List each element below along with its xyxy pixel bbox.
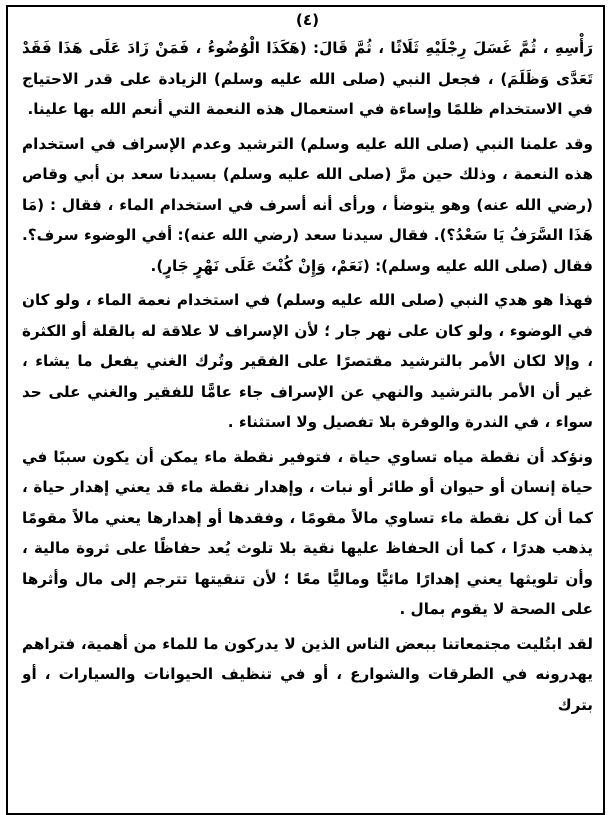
page-number: (٤) — [295, 11, 320, 29]
paragraph-wudu-hadith: رَأْسِهِ ، ثُمَّ غَسَلَ رِجْلَيْهِ ثَلَاثًا ، ثُمَّ قَالَ: (هَكَذَا الْوُضُوءُ ، فَمَنْ زَادَ عَلَى هَذَا فَقَدْ تَعَدَّى وَظَلَمَ) ، فجعل النبي (صلى الله عليه وسلم) الزيادة على قدر الاحتياج في الاستخدام ظلمًا وإساءة في استعمال هذه النعمة التي أنعم الله بها علينا. — [22, 39, 593, 118]
paragraph-water-waste: لقد ابتُليت مجتمعاتنا ببعض الناس الذين لا يدركون ما للماء من أهمية، فتراهم يهدرونه في الطرقات والشوارع ، أو في تنظيف الحيوانات والسيارات ، أو بترك — [22, 634, 593, 714]
paragraph-water-drop-value: ونؤكد أن نقطة مياه تساوي حياة ، فتوفير نقطة ماء يمكن أن يكون سببًا في حياة إنسان أو حيوان أو طائر أو نبات ، وإهدار نقطة ماء قد يعني إهدار حياة ، كما أن كل نقطة ماء تساوي مالاً مقومًا ، وفقدها أو إهدارها يعني مالاً مقومًا يذهب هدرًا ، كما أن الحفاظ عليها نقية بلا تلوث يُعد حفاظًا على ثروة مالية ، وأن تلويثها يعني إهدارًا مائيًّا وماليًّا معًا ؛ لأن تنقيتها تترجم إلى مال وأثرها على الصحة لا يقوم بمال . — [22, 447, 593, 618]
document-page — [6, 5, 605, 815]
paragraph-saad-story: وقد علمنا النبي (صلى الله عليه وسلم) الترشيد وعدم الإسراف في استخدام هذه النعمة ، وذلك حين مرَّ (صلى الله عليه وسلم) بسيدنا سعد بن أبي وقاص (رضي الله عنه) وهو يتوضأ ، ورأى أنه أسرف في استخدام الماء ، فقال : (مَا هَذَا السَّرَفُ يَا سَعْدُ؟). فقال سيدنا سعد (رضي الله عنه): أفي الوضوء سرف؟. فقال (صلى الله عليه وسلم): (نَعَمْ، وَإِنْ كُنْتَ عَلَى نَهْرٍ جَارٍ). — [22, 134, 593, 275]
page-content — [22, 9, 593, 720]
paragraph-prophet-guidance: فهذا هو هدي النبي (صلى الله عليه وسلم) في استخدام نعمة الماء ، ولو كان في الوضوء ، ولو كان على نهر جار ؛ لأن الإسراف لا علاقة له بالقلة أو الكثرة ، وإلا لكان الأمر بالترشيد مقتصرًا على الفقير وتُرك الغني يفعل ما يشاء ، غير أن الأمر بالترشيد والنهي عن الإسراف جاء عامًّا للفقير والغني على حد سواء ، في الندرة والوفرة بلا تفصيل ولا استثناء . — [22, 291, 593, 431]
